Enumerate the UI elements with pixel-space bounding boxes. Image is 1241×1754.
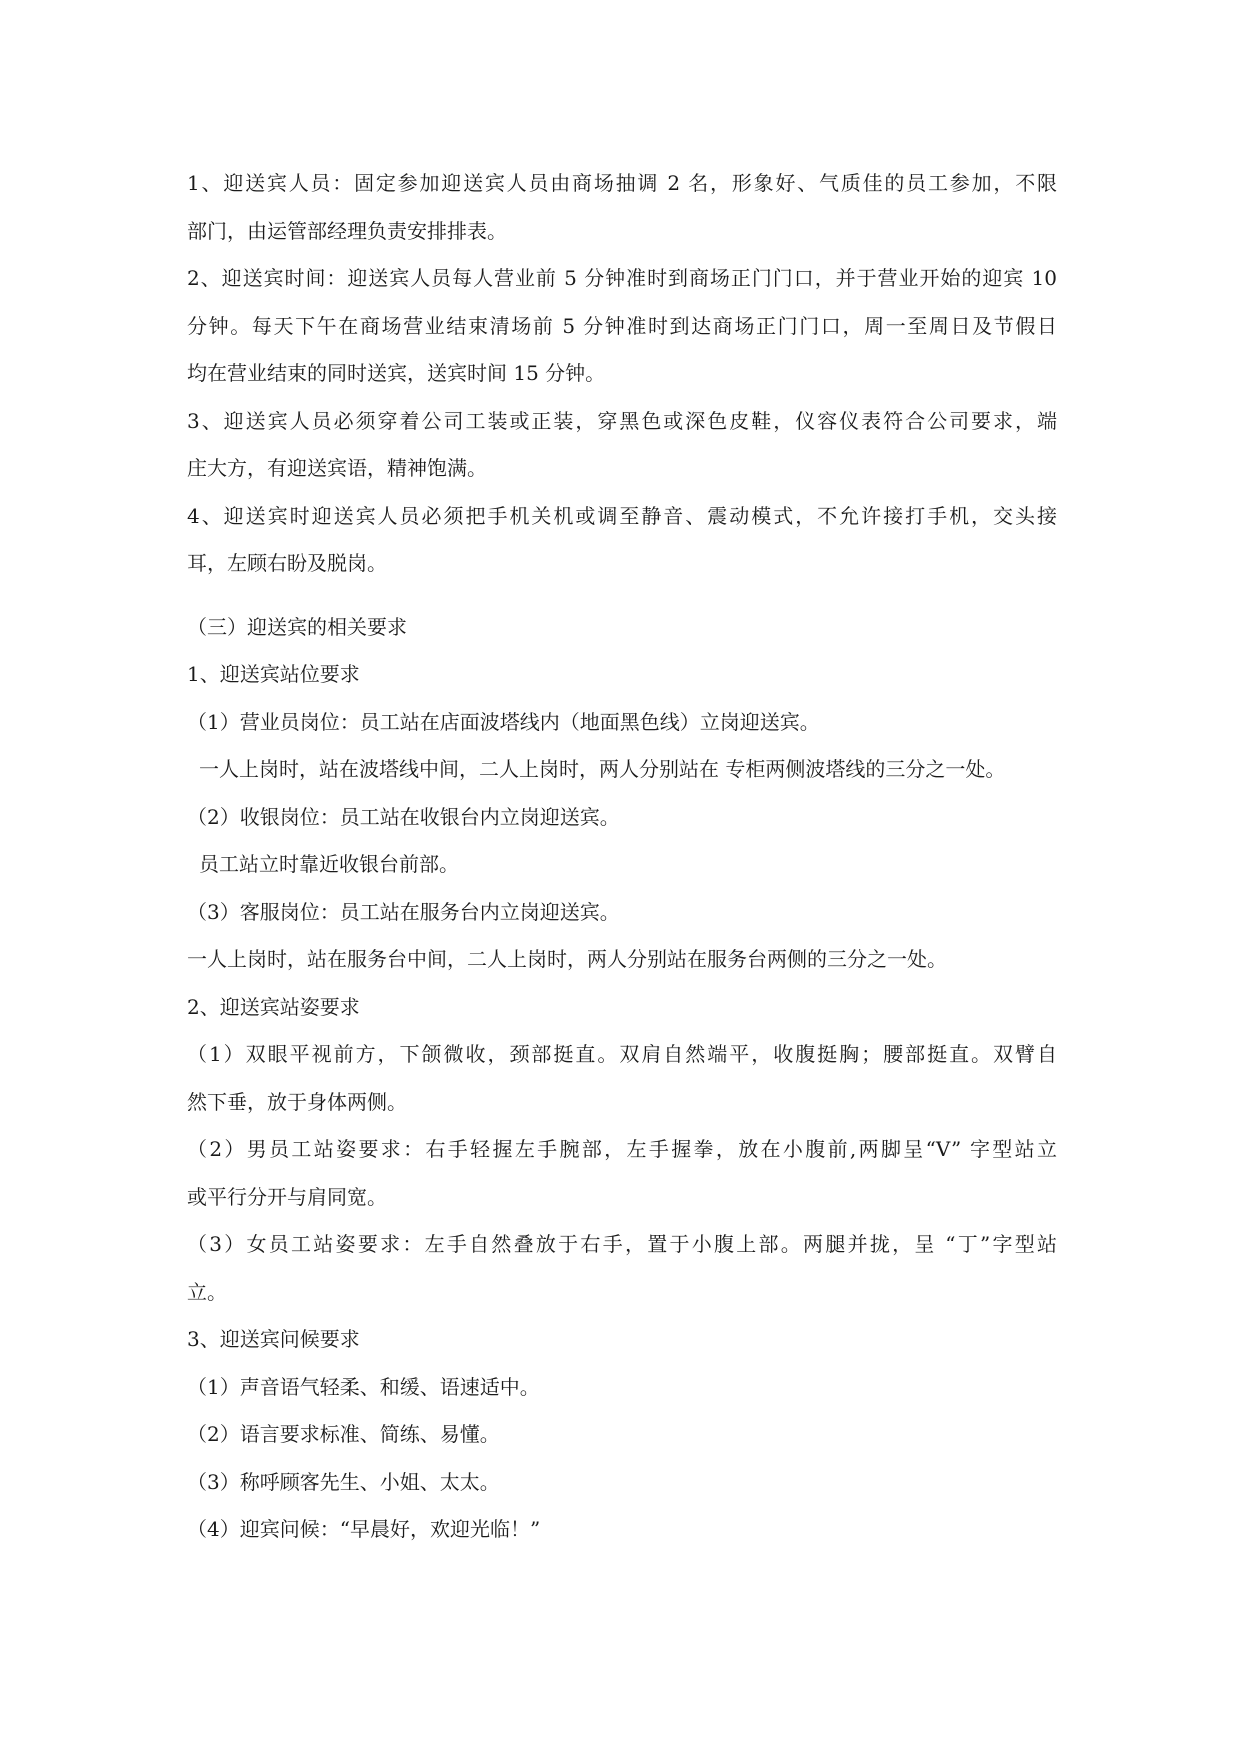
paragraph-line: 立。 [187, 1279, 227, 1304]
paragraph-line: 一人上岗时，站在波塔线中间，二人上岗时，两人分别站在 专柜两侧波塔线的三分之一处。 [199, 757, 1006, 781]
paragraph-line: 员工站立时靠近收银台前部。 [199, 852, 459, 876]
section-heading: （三）迎送宾的相关要求 [187, 614, 407, 639]
paragraph-line: 3、迎送宾人员必须穿着公司工装或正装，穿黑色或深色皮鞋，仪容仪表符合公司要求，端 [187, 408, 1057, 433]
paragraph-line: 2、迎送宾时间：迎送宾人员每人营业前 5 分钟准时到商场正门门口，并于营业开始的迎宾 10 [187, 266, 1057, 290]
paragraph-line: （3）客服岗位：员工站在服务台内立岗迎送宾。 [187, 899, 620, 924]
subsection-heading: 1、迎送宾站位要求 [187, 662, 360, 686]
paragraph-line: （4）迎宾问候：“早晨好，欢迎光临！” [187, 1517, 541, 1541]
paragraph-line: （2）语言要求标准、简练、易懂。 [187, 1422, 500, 1446]
paragraph-line: 部门，由运管部经理负责安排排表。 [187, 218, 507, 243]
paragraph-line: 耳，左顾右盼及脱岗。 [187, 551, 387, 575]
paragraph-line: 庄大方，有迎送宾语，精神饱满。 [187, 456, 487, 480]
paragraph-line: （2）收银岗位：员工站在收银台内立岗迎送宾。 [187, 804, 620, 829]
paragraph-line: （2）男员工站姿要求：右手轻握左手腕部，左手握拳，放在小腹前,两脚呈“V” 字型站立 [187, 1137, 1057, 1161]
document-body [187, 160, 1057, 1554]
paragraph-line: （1）声音语气轻柔、和缓、语速适中。 [187, 1374, 540, 1399]
paragraph-line: （3）称呼顾客先生、小姐、太太。 [187, 1469, 500, 1494]
subsection-heading: 3、迎送宾问候要求 [187, 1327, 360, 1351]
paragraph-line: 分钟。每天下午在商场营业结束清场前 5 分钟准时到达商场正门门口，周一至周日及节假日 [187, 313, 1057, 338]
subsection-heading: 2、迎送宾站姿要求 [187, 994, 360, 1019]
paragraph-line: 一人上岗时，站在服务台中间，二人上岗时，两人分别站在服务台两侧的三分之一处。 [187, 947, 947, 971]
paragraph-line: 4、迎送宾时迎送宾人员必须把手机关机或调至静音、震动模式，不允许接打手机，交头接 [187, 503, 1057, 528]
paragraph-line: （1）营业员岗位：员工站在店面波塔线内（地面黑色线）立岗迎送宾。 [187, 709, 820, 734]
paragraph-line: 1、迎送宾人员：固定参加迎送宾人员由商场抽调 2 名，形象好、气质佳的员工参加，不限 [187, 171, 1057, 195]
paragraph-line: （3）女员工站姿要求：左手自然叠放于右手，置于小腹上部。两腿并拢，呈 “丁”字型站 [187, 1232, 1057, 1256]
paragraph-line: 然下垂，放于身体两侧。 [187, 1089, 407, 1114]
paragraph-line: 均在营业结束的同时送宾，送宾时间 15 分钟。 [187, 361, 606, 385]
paragraph-line: （1）双眼平视前方，下颌微收，颈部挺直。双肩自然端平，收腹挺胸；腰部挺直。双臂自 [187, 1042, 1057, 1066]
paragraph-line: 或平行分开与肩同宽。 [187, 1184, 387, 1209]
